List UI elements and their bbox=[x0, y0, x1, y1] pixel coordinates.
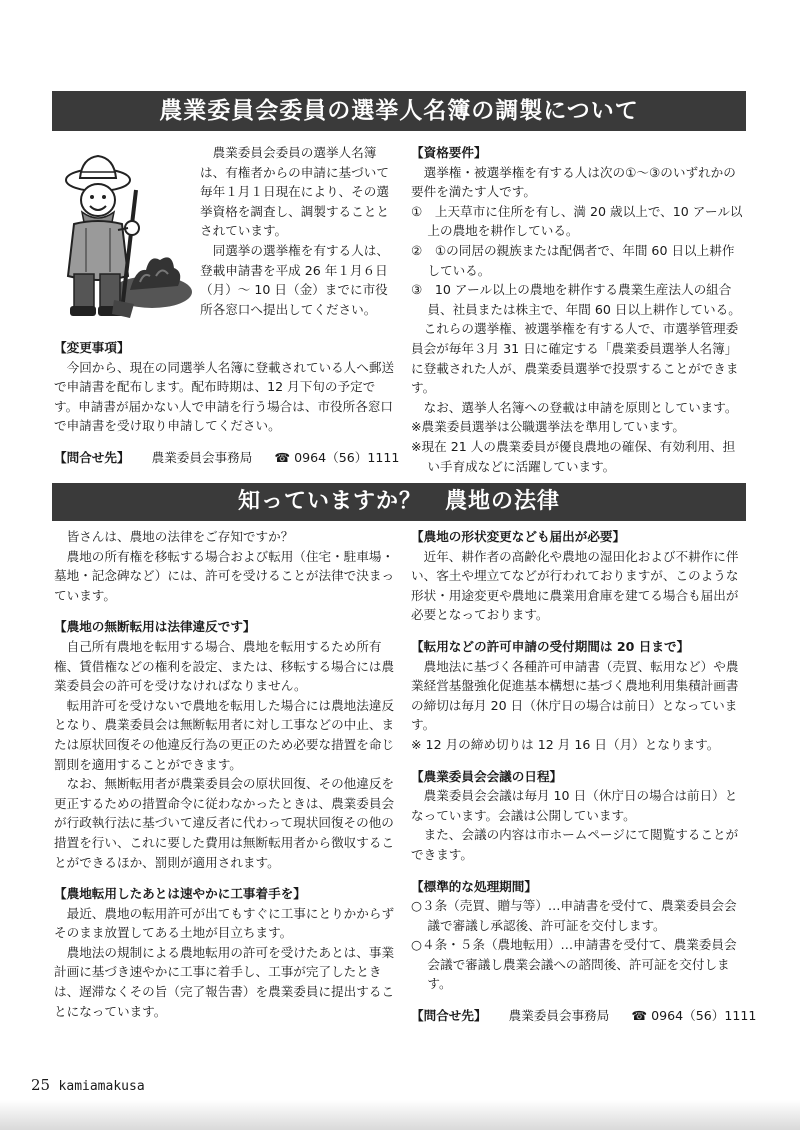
contact-tel: 0964（56）1111 bbox=[294, 449, 400, 465]
section1-left-column bbox=[54, 338, 400, 468]
contact-label: 【問合せ先】 bbox=[411, 1008, 487, 1024]
requirements-note: ※現在 21 人の農業委員が優良農地の確保、有効利用、担い手育成などに活躍しています。 bbox=[411, 438, 736, 474]
requirements-paragraph: これらの選挙権、被選挙権を有する人で、市選挙管理委員会が毎年３月 31 日に確定する「農業委員選挙人名簿」に登載された人が、農業委員選挙で投票することができます。 bbox=[411, 321, 739, 396]
section2-left-column bbox=[54, 527, 396, 1021]
page-edge-shadow bbox=[0, 1100, 800, 1130]
section1-intro bbox=[200, 143, 396, 319]
section2-contact bbox=[411, 1006, 757, 1026]
unauthorized-paragraph: 転用許可を受けないで農地を転用した場合には農地法違反となり、農業委員会は無断転用者に対し工事などの中止、または原状回復その他違反行為の更正のため必要な措置を命じ罰則を適用することができます。 bbox=[54, 697, 395, 772]
construction-paragraph: 農地法の規制による農地転用の許可を受けたあとは、事業計画に基づき速やかに工事に着手し、工事が完了したときは、遅滞なくその旨（完了報告書）を農業委員に提出することになっています。 bbox=[54, 944, 395, 1019]
law-intro: 農地の所有権を移転する場合および転用（住宅・駐車場・墓地・記念碑など）には、許可を受けることが法律で決まっています。 bbox=[54, 548, 395, 603]
construction-paragraph: 最近、農地の転用許可が出てもすぐに工事にとりかからずそのまま放置してある土地が目立ちます。 bbox=[54, 905, 395, 941]
phone-icon: ☎ bbox=[274, 449, 291, 465]
processing-item: ○３条（売買、贈与等）…申請書を受付て、農業委員会会議で審議し承認後、許可証を交付します。 bbox=[411, 898, 737, 933]
contact-label: 【問合せ先】 bbox=[54, 449, 130, 465]
contact-office: 農業委員会事務局 bbox=[508, 1008, 610, 1024]
contact-tel: 0964（56）1111 bbox=[651, 1008, 757, 1024]
requirements-paragraph: なお、選挙人名簿への登載は申請を原則としています。 bbox=[423, 399, 738, 415]
construction-heading: 【農地転用したあとは速やかに工事着手を】 bbox=[54, 886, 306, 902]
processing-heading: 【標準的な処理期間】 bbox=[411, 878, 537, 894]
meeting-paragraph: 農業委員会会議は毎月 10 日（休庁日の場合は前日）となっています。会議は公開しています。 bbox=[411, 788, 738, 823]
changes-body: 今回から、現在の同選挙人名簿に登載されている人へ郵送で申請書を配布します。配布時期は、12 月下旬の予定です。申請書が届かない人で申請を行う場合は、市役所各窓口で申請書を受け取り申請してください。 bbox=[54, 359, 395, 434]
shape-change-paragraph: 近年、耕作者の高齢化や農地の湿田化および不耕作に伴い、客土や埋立てなどが行われておりますが、このような形状・用途変更や農地に農業用倉庫を建てる場合も届出が必要となっております。 bbox=[411, 548, 739, 623]
processing-item: ○４条・５条（農地転用）…申請書を受付て、農業委員会会議で審議し農業会議への諮問後、許可証を交付します。 bbox=[411, 937, 737, 992]
section2-right-column bbox=[411, 527, 757, 1026]
deadline-note: ※ 12 月の締め切りは 12 月 16 日（月）となります。 bbox=[411, 736, 720, 752]
requirements-heading: 【資格要件】 bbox=[411, 145, 487, 160]
phone-icon: ☎ bbox=[631, 1008, 648, 1024]
requirements-note: ※農業委員選挙は公職選挙法を準用しています。 bbox=[411, 419, 686, 435]
intro-paragraph: 農業委員会委員の選挙人名簿は、有権者からの申請に基づいて毎年１月１日現在により、その選挙資格を調査し、調製することとされています。 bbox=[200, 145, 389, 239]
unauthorized-paragraph: 自己所有農地を転用する場合、農地を転用するため所有権、賃借権などの権利を設定、または、移転する場合には農業委員会の許可を受けなければなりません。 bbox=[54, 638, 395, 694]
meeting-paragraph: また、会議の内容は市ホームページにて閲覧することができます。 bbox=[411, 827, 739, 862]
section1-contact bbox=[54, 448, 400, 468]
meeting-heading: 【農業委員会会議の日程】 bbox=[411, 768, 563, 784]
unauthorized-heading: 【農地の無断転用は法律違反です】 bbox=[54, 619, 256, 635]
requirement-item: ① 上天草市に住所を有し、満 20 歳以上で、10 アール以上の農地を耕作している。 bbox=[411, 203, 743, 239]
contact-office: 農業委員会事務局 bbox=[151, 449, 253, 465]
deadline-heading: 【転用などの許可申請の受付期間は 20 日まで】 bbox=[411, 638, 690, 654]
section2-title: 知っていますか？ 農地の法律 bbox=[52, 483, 746, 521]
intro-paragraph: 同選挙の選挙権を有する人は、登載申請書を平成 26 年１月６日（月）～ 10 日（金）までに市役所各窓口へ提出してください。 bbox=[200, 242, 389, 317]
page-number: 25 bbox=[31, 1076, 51, 1094]
shape-change-heading: 【農地の形状変更なども届出が必要】 bbox=[411, 529, 626, 544]
requirement-item: ② ①の同居の親族または配偶者で、年間 60 日以上耕作している。 bbox=[411, 242, 735, 278]
deadline-paragraph: 農地法に基づく各種許可申請書（売買、転用など）や農業経営基盤強化促進基本構想に基づく農地利用集積計画書の締切は毎月 20 日（休庁日の場合は前日）となっています。 bbox=[411, 658, 739, 733]
section1-title: 農業委員会委員の選挙人名簿の調製について bbox=[52, 91, 746, 131]
changes-heading: 【変更事項】 bbox=[54, 340, 130, 355]
requirement-item: ③ 10 アール以上の農地を耕作する農業生産法人の組合員、社員または株主で、年間 60 日以上耕作している。 bbox=[411, 282, 741, 317]
farmer-illustration bbox=[52, 150, 192, 320]
law-intro: 皆さんは、農地の法律をご存知ですか？ bbox=[66, 529, 294, 544]
magazine-name: kamiamakusa bbox=[58, 1079, 145, 1094]
section1-right-column bbox=[411, 143, 746, 476]
requirements-lead: 選挙権・被選挙権を有する人は次の①～③のいずれかの要件を満たす人です。 bbox=[411, 164, 736, 200]
unauthorized-paragraph: なお、無断転用者が農業委員会の原状回復、その他違反を更正するための措置命令に従わなかったときは、農業委員会が行政執行法に基づいて違反者に代わって現状回復その他の措置を行い、これに要した費用は無断転用者から徴収することができるほか、罰則が適用されます。 bbox=[54, 776, 395, 870]
page-footer bbox=[31, 1076, 145, 1094]
